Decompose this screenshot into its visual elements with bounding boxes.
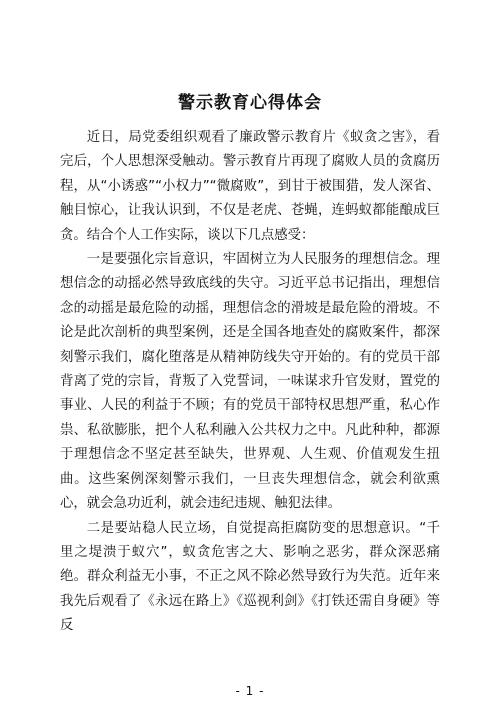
page-number: - 1 - bbox=[235, 684, 265, 698]
paragraph-point-two: 二是要站稳人民立场，自觉提高拒腐防变的思想意识。“千里之堤溃于蚁穴”，蚁贪危害之大、影响之恶劣，群众深恶痛绝。群众利益无小事，不正之风不除必然导致行为失范。近年来我先后观看了《永远在路上》《巡视利剑》《打铁还需自身硬》等反 bbox=[60, 520, 440, 634]
document-body bbox=[60, 126, 440, 639]
paragraph-intro: 近日，局党委组织观看了廉政警示教育片《蚁贪之害》，看完后，个人思想深受触动。警示教育片再现了腐败人员的贪腐历程，从“小诱惑”“小权力”“微腐败”，到甘于被围猎，发人深省、触目惊心，让我认识到，不仅是老虎、苍蝇，连蚂蚁都能酿成巨贪。结合个人工作实际，谈以下几点感受： bbox=[60, 130, 440, 243]
document-title: 警示教育心得体会 bbox=[178, 93, 322, 113]
paragraph-point-one: 一是要强化宗旨意识，牢固树立为人民服务的理想信念。理想信念的动摇必然导致底线的失守。习近平总书记指出，理想信念的动摇是最危险的动摇，理想信念的滑坡是最危险的滑坡。不论是此次剖析的典型案例，还是全国各地查处的腐败案件，都深刻警示我们，腐化堕落是从精神防线失守开始的。有的党员干部背离了党的宗旨，背叛了入党誓词，一味谋求升官发财，置党的事业、人民的利益于不顾；有的党员干部特权思想严重，私心作祟、私欲膨胀，把个人私利融入公共权力之中。凡此种种，都源于理想信念不坚定甚至缺失，世界观、人生观、价值观发生扭曲。这些案例深刻警示我们，一旦丧失理想信念，就会利欲熏心，就会急功近利，就会违纪违规、触犯法律。 bbox=[60, 252, 440, 512]
